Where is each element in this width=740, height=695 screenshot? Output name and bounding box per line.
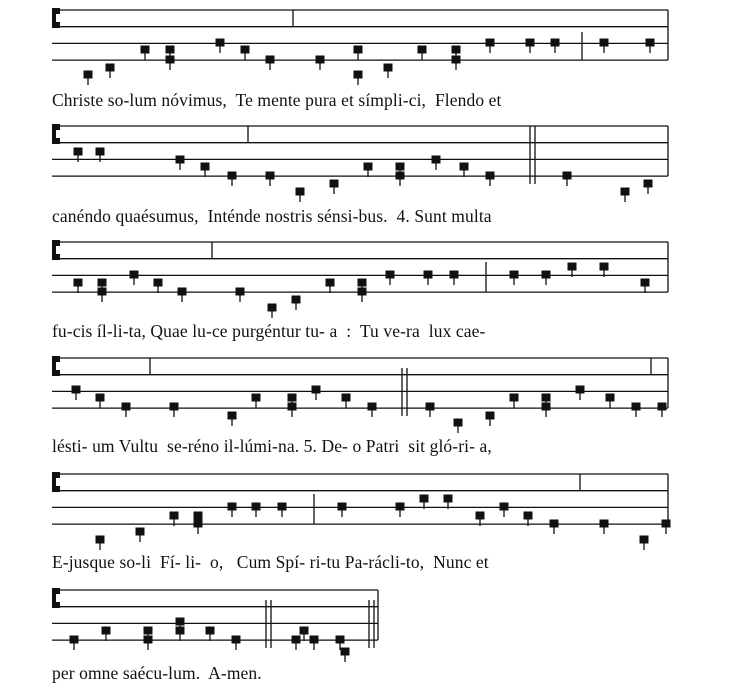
punctum-note bbox=[310, 636, 319, 644]
punctum-note bbox=[646, 39, 655, 47]
punctum-note bbox=[460, 163, 469, 171]
punctum-note bbox=[426, 403, 435, 411]
punctum-note bbox=[292, 636, 301, 644]
punctum-note bbox=[96, 536, 105, 544]
punctum-note bbox=[122, 403, 131, 411]
punctum-note bbox=[542, 394, 551, 402]
punctum-note bbox=[72, 386, 81, 394]
punctum-note bbox=[216, 39, 225, 47]
punctum-note bbox=[358, 288, 367, 296]
punctum-note bbox=[96, 394, 105, 402]
punctum-note bbox=[358, 279, 367, 287]
lyric-line-3: fu-cis íl-li-ta, Quae lu-ce purgéntur tu- a : Tu ve-ra lux cae- bbox=[52, 321, 486, 341]
punctum-note bbox=[341, 648, 350, 656]
punctum-note bbox=[500, 503, 509, 511]
punctum-note bbox=[368, 403, 377, 411]
punctum-note bbox=[206, 627, 215, 635]
punctum-note bbox=[252, 394, 261, 402]
punctum-note bbox=[166, 56, 175, 64]
punctum-note bbox=[354, 46, 363, 54]
punctum-note bbox=[640, 536, 649, 544]
punctum-note bbox=[136, 528, 145, 536]
punctum-note bbox=[98, 288, 107, 296]
punctum-note bbox=[551, 39, 560, 47]
punctum-note bbox=[228, 503, 237, 511]
punctum-note bbox=[454, 419, 463, 427]
punctum-note bbox=[170, 512, 179, 520]
punctum-note bbox=[542, 403, 551, 411]
punctum-note bbox=[144, 636, 153, 644]
punctum-note bbox=[486, 172, 495, 180]
punctum-note bbox=[418, 46, 427, 54]
punctum-note bbox=[166, 46, 175, 54]
punctum-note bbox=[476, 512, 485, 520]
clef-c-icon bbox=[52, 472, 60, 492]
punctum-note bbox=[176, 618, 185, 626]
punctum-note bbox=[568, 263, 577, 271]
lyric-line-6: per omne saécu-lum. A-men. bbox=[52, 663, 262, 683]
punctum-note bbox=[236, 288, 245, 296]
punctum-note bbox=[268, 304, 277, 312]
punctum-note bbox=[241, 46, 250, 54]
punctum-note bbox=[658, 403, 667, 411]
punctum-note bbox=[130, 271, 139, 279]
punctum-note bbox=[74, 148, 83, 156]
punctum-note bbox=[144, 627, 153, 635]
punctum-note bbox=[576, 386, 585, 394]
punctum-note bbox=[621, 188, 630, 196]
punctum-note bbox=[510, 271, 519, 279]
punctum-note bbox=[338, 503, 347, 511]
punctum-note bbox=[396, 503, 405, 511]
punctum-note bbox=[396, 172, 405, 180]
punctum-note bbox=[96, 148, 105, 156]
punctum-note bbox=[252, 503, 261, 511]
punctum-note bbox=[606, 394, 615, 402]
punctum-note bbox=[632, 403, 641, 411]
punctum-note bbox=[510, 394, 519, 402]
punctum-note bbox=[154, 279, 163, 287]
clef-c-icon bbox=[52, 588, 60, 608]
punctum-note bbox=[296, 188, 305, 196]
punctum-note bbox=[98, 279, 107, 287]
punctum-note bbox=[563, 172, 572, 180]
punctum-note bbox=[330, 180, 339, 188]
punctum-note bbox=[278, 503, 287, 511]
punctum-note bbox=[486, 412, 495, 420]
punctum-note bbox=[420, 495, 429, 503]
punctum-note bbox=[266, 172, 275, 180]
punctum-note bbox=[600, 39, 609, 47]
punctum-note bbox=[644, 180, 653, 188]
punctum-note bbox=[452, 56, 461, 64]
lyric-line-2: canéndo quaésumus, Inténde nostris sénsi-bus. 4. Sunt multa bbox=[52, 206, 492, 226]
punctum-note bbox=[288, 394, 297, 402]
punctum-note bbox=[364, 163, 373, 171]
clef-c-icon bbox=[52, 124, 60, 144]
punctum-note bbox=[550, 520, 559, 528]
punctum-note bbox=[600, 263, 609, 271]
punctum-note bbox=[396, 163, 405, 171]
lyric-line-1: Christe so-lum nóvimus, Te mente pura et símpli-ci, Flendo et bbox=[52, 90, 502, 110]
lyric-line-5: E-jusque so-li Fí- li- o, Cum Spí- ri-tu Pa-rácli-to, Nunc et bbox=[52, 552, 489, 572]
clef-c-icon bbox=[52, 240, 60, 260]
punctum-note bbox=[354, 71, 363, 79]
clef-c-icon bbox=[52, 356, 60, 376]
punctum-note bbox=[102, 627, 111, 635]
punctum-note bbox=[526, 39, 535, 47]
punctum-note bbox=[432, 156, 441, 164]
punctum-note bbox=[300, 627, 309, 635]
punctum-note bbox=[452, 46, 461, 54]
punctum-note bbox=[106, 64, 115, 72]
punctum-note bbox=[232, 636, 241, 644]
punctum-note bbox=[84, 71, 93, 79]
lyric-line-4: lésti- um Vultu se-réno il-lúmi-na. 5. De- o Patri sit gló-ri- a, bbox=[52, 436, 492, 456]
punctum-note bbox=[386, 271, 395, 279]
punctum-note bbox=[424, 271, 433, 279]
punctum-note bbox=[266, 56, 275, 64]
punctum-note bbox=[542, 271, 551, 279]
punctum-note bbox=[194, 520, 203, 528]
punctum-note bbox=[600, 520, 609, 528]
punctum-note bbox=[662, 520, 671, 528]
punctum-note bbox=[312, 386, 321, 394]
punctum-note bbox=[444, 495, 453, 503]
punctum-note bbox=[170, 403, 179, 411]
punctum-note bbox=[316, 56, 325, 64]
clef-c-icon bbox=[52, 8, 60, 28]
punctum-note bbox=[70, 636, 79, 644]
punctum-note bbox=[201, 163, 210, 171]
punctum-note bbox=[176, 627, 185, 635]
punctum-note bbox=[228, 172, 237, 180]
punctum-note bbox=[342, 394, 351, 402]
punctum-note bbox=[641, 279, 650, 287]
punctum-note bbox=[74, 279, 83, 287]
punctum-note bbox=[228, 412, 237, 420]
punctum-note bbox=[524, 512, 533, 520]
punctum-note bbox=[292, 296, 301, 304]
punctum-note bbox=[176, 156, 185, 164]
punctum-note bbox=[384, 64, 393, 72]
punctum-note bbox=[450, 271, 459, 279]
punctum-note bbox=[336, 636, 345, 644]
punctum-note bbox=[178, 288, 187, 296]
punctum-note bbox=[194, 512, 203, 520]
punctum-note bbox=[141, 46, 150, 54]
punctum-note bbox=[326, 279, 335, 287]
punctum-note bbox=[486, 39, 495, 47]
punctum-note bbox=[288, 403, 297, 411]
